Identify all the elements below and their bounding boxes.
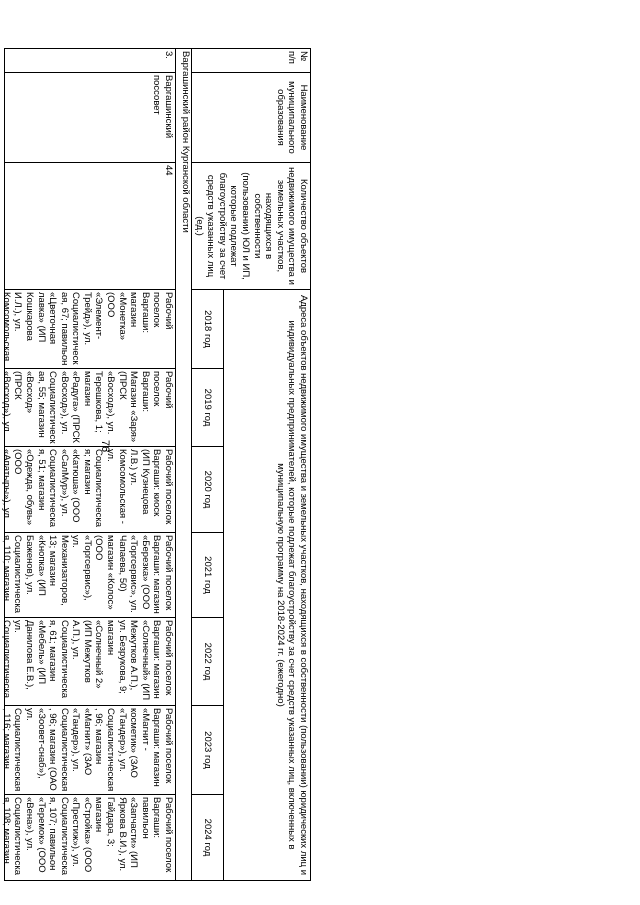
rotated-table-sheet	[0, 48, 311, 876]
header-year-2020: 2020 год	[192, 447, 224, 533]
addresses-2024: Рабочий поселок Варгаши: павильон «Запчасти» (ИП Яркова В.И.), ул. Гайдара, 3; магазин «Стройка» (ООО «Престиж»), ул. Социалистическая, 107; павильон «Теремок» (ООО «Вена»), ул. Социалистическая, 108; магазин	[0, 797, 175, 876]
addresses-2018: Рабочий поселок Варгаши: магазин «Монетка» (ООО «Элемент-Трейд»), ул. Социалистическая, 67; павильон «Цветочная лавка» (ИП Кошкарова И.Л.), ул. Комсомольская	[0, 292, 175, 366]
row-count: 44	[5, 163, 176, 290]
cell-2021	[0, 533, 176, 618]
header-municipality: Наименование муниципального образования	[192, 73, 311, 163]
cell-2022	[0, 618, 176, 706]
addresses-table	[0, 48, 311, 881]
cell-2023	[0, 706, 176, 795]
addresses-2023: Рабочий поселок Варгаши: магазин «Магнит - косметик» (ЗАО «Тандер»), ул. Социалистическая, 96; магазин «Магнит» (ЗАО «Тандер»), ул. Социалистическая, 96; магазин (ОАО «Зоовет-снаб»), ул. Социалистическая, 116; магазин	[0, 708, 175, 792]
header-year-2018: 2018 год	[192, 290, 224, 369]
page-number: 76	[99, 439, 111, 453]
addresses-2019: Рабочий поселок Варгаши: Магазин «Заря» (ПРСК «Восход»), ул. Терешкова, 1; магазин «Радуга» (ПРСК «Восход»), ул. Социалистическая, 55; магазин «Восход» (ПРСК «Восход»), ул.	[0, 371, 175, 444]
header-year-2022: 2022 год	[192, 618, 224, 706]
header-year-2023: 2023 год	[192, 706, 224, 795]
header-year-2019: 2019 год	[192, 369, 224, 447]
table-row	[5, 49, 176, 881]
cell-2020	[0, 447, 176, 533]
header-year-2021: 2021 год	[192, 533, 224, 618]
header-num: № п/п	[192, 49, 311, 73]
row-municipality: Варгашинский поссовет	[5, 73, 176, 163]
cell-2018	[0, 290, 176, 369]
cell-2019	[0, 369, 176, 447]
addresses-2020: Рабочий поселок Варгаши: киоск (ИП Кузнецова Л.В.) ул. Комсомольская - ул. Социалистическая; магазин «Катюша» (ООО «СалМур»), ул. Социалистическая, 51; магазин «Одежда, обувь» (ООО «Апатыры»), ул.	[0, 449, 175, 528]
cell-2024	[0, 795, 176, 881]
row-num: 3.	[5, 49, 176, 73]
addresses-2021: Рабочий поселок Варгаши: магазин «Березка» (ООО «Торгсервис», ул. Чапаева, 50) магазин «Колос» (ООО «Торгсервис»), ул. Механизаторов, 13; магазин «Кнопка» (ИП Баженов), ул. Социалистическая, 110; магазин	[0, 535, 175, 614]
header-count: Количество объектов недвижимого имущества и земельных участков, находящихся в собственности (пользовании) ЮЛ и ИП, которые подлежат благоустройству за счет средств указанных лиц (ед.)	[192, 163, 311, 290]
header-year-2024: 2024 год	[192, 795, 224, 881]
region-row: Варгашинский район Курганской области	[176, 49, 192, 881]
header-addresses: Адреса объектов недвижимого имущества и земельных участков, находящихся в собственности (пользовании) юридических лиц и индивидуальных предпринимателей, которые подлежат благоустройству за счет средств указанных лиц, включенных в муниципальную программу на 2018-2024 гг. (ежегодно)	[224, 290, 311, 881]
addresses-2022: Рабочий поселок Варгаши: магазин «Солнечный» (ИП Межутков А.П.), ул. Безрукова, 9; магазин «Солнечный 2» (ИП Межутков А.П.), ул. Социалистическая, 61; магазин «Мебель» (ИП Данилова Е.В.), ул. Социалистическа	[0, 620, 175, 701]
